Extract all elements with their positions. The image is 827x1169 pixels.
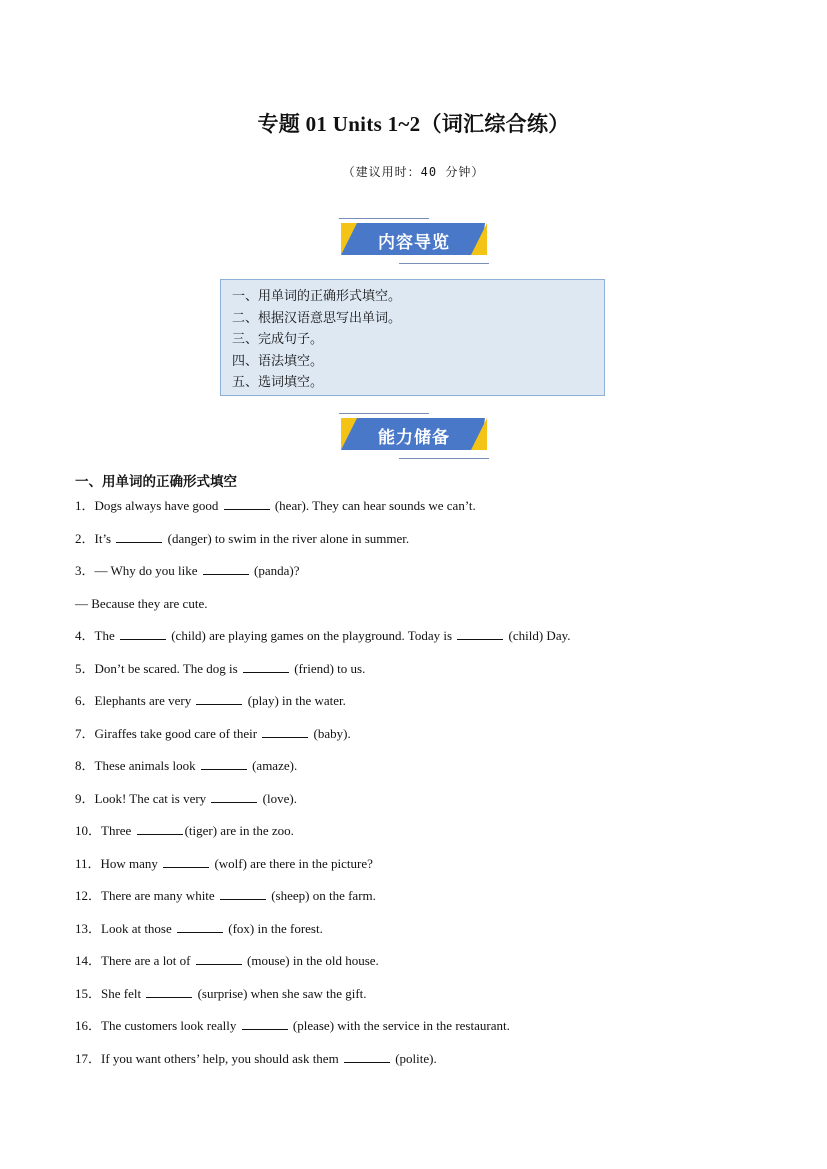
question-text: 5．Don’t be scared. The dog is [75, 660, 241, 676]
answer-blank[interactable] [201, 757, 247, 770]
question-text: 8．These animals look [75, 758, 199, 773]
answer-blank[interactable] [457, 627, 503, 640]
question-item [75, 1017, 755, 1050]
question-item [75, 790, 755, 823]
question-text: (sheep) on the farm. [267, 888, 376, 903]
question-text: 4．The [75, 628, 118, 643]
answer-blank[interactable] [116, 530, 162, 543]
question-text: 2．It’s [75, 530, 115, 546]
overview-item: 二、根据汉语意思写出单词。 [232, 310, 402, 326]
question-text: (tiger) are in the zoo. [184, 823, 294, 838]
answer-blank[interactable] [243, 660, 289, 673]
question-text: (panda)? [250, 563, 300, 578]
question-text: (mouse) in the old house. [243, 953, 379, 968]
question-item [75, 530, 755, 563]
question-text: 14．There are a lot of [75, 953, 194, 968]
answer-blank[interactable] [196, 692, 242, 705]
question-item [75, 725, 755, 758]
answer-blank[interactable] [203, 562, 249, 575]
question-text: (danger) to swim in the river alone in summer. [164, 530, 410, 546]
skills-banner [339, 413, 489, 459]
question-text: 11．How many [75, 855, 162, 871]
question-item [75, 855, 755, 888]
question-list [75, 497, 755, 1082]
answer-blank[interactable] [224, 497, 270, 510]
question-text: 12．There are many white [75, 888, 218, 903]
question-text: 13．Look at those [75, 920, 176, 936]
question-text: (love). [259, 790, 297, 806]
answer-blank[interactable] [196, 952, 242, 965]
answer-blank[interactable] [242, 1017, 288, 1030]
question-text: 3．— Why do you like [75, 563, 201, 578]
overview-banner-label: 内容导览 [378, 233, 450, 253]
question-text: 7．Giraffes take good care of their [75, 725, 261, 741]
overview-item: 三、完成句子。 [232, 332, 324, 347]
question-text: 1．Dogs always have good [75, 498, 222, 513]
question-item [75, 562, 755, 595]
question-item [75, 627, 755, 660]
overview-banner [339, 218, 489, 264]
page-title: 专题 01 Units 1~2（词汇综合练） [257, 112, 570, 136]
answer-blank[interactable] [220, 887, 266, 900]
question-item [75, 985, 755, 1018]
section-1-heading: 一、用单词的正确形式填空 [75, 474, 237, 490]
question-item [75, 660, 755, 693]
question-text: (play) in the water. [244, 693, 346, 708]
question-text: 15．She felt [75, 985, 145, 1001]
question-text: (child) Day. [505, 628, 571, 643]
overview-item: 四、语法填空。 [232, 353, 324, 369]
question-text: 17．If you want others’ help, you should ask them [75, 1050, 342, 1066]
question-item [75, 952, 755, 985]
overview-item: 一、用单词的正确形式填空。 [232, 289, 402, 304]
question-item [75, 692, 755, 725]
question-text: 10．Three [75, 823, 135, 838]
skills-banner-label: 能力储备 [378, 428, 450, 448]
question-item [75, 1050, 755, 1083]
question-text: (please) with the service in the restaurant. [289, 1018, 510, 1033]
question-text: (wolf) are there in the picture? [211, 855, 373, 871]
question-text: (fox) in the forest. [225, 920, 323, 936]
answer-blank[interactable] [137, 822, 183, 835]
question-text: (amaze). [248, 758, 298, 773]
question-text: (baby). [310, 725, 351, 741]
question-item [75, 497, 755, 530]
answer-blank[interactable] [146, 985, 192, 998]
answer-blank[interactable] [211, 790, 257, 803]
answer-blank[interactable] [120, 627, 166, 640]
question-text: (surprise) when she saw the gift. [194, 985, 367, 1001]
overview-item: 五、选词填空。 [232, 375, 324, 390]
question-item [75, 887, 755, 920]
answer-blank[interactable] [163, 855, 209, 868]
question-text: (friend) to us. [290, 660, 366, 676]
question-text: 6．Elephants are very [75, 693, 195, 708]
question-text: — Because they are cute. [75, 595, 208, 611]
overview-box [220, 279, 605, 396]
question-text: (hear). They can hear sounds we can’t. [271, 498, 476, 513]
question-text: 16．The customers look really [75, 1018, 240, 1033]
question-item [75, 920, 755, 953]
question-text: (child) are playing games on the playground. Today is [167, 628, 456, 643]
answer-blank[interactable] [177, 920, 223, 933]
question-item [75, 757, 755, 790]
question-item [75, 822, 755, 855]
question-item [75, 595, 755, 628]
answer-blank[interactable] [262, 725, 308, 738]
time-suggestion: （建议用时：40 分钟） [342, 165, 485, 179]
answer-blank[interactable] [344, 1050, 390, 1063]
question-text: 9．Look! The cat is very [75, 790, 210, 806]
question-text: (polite). [391, 1050, 437, 1066]
